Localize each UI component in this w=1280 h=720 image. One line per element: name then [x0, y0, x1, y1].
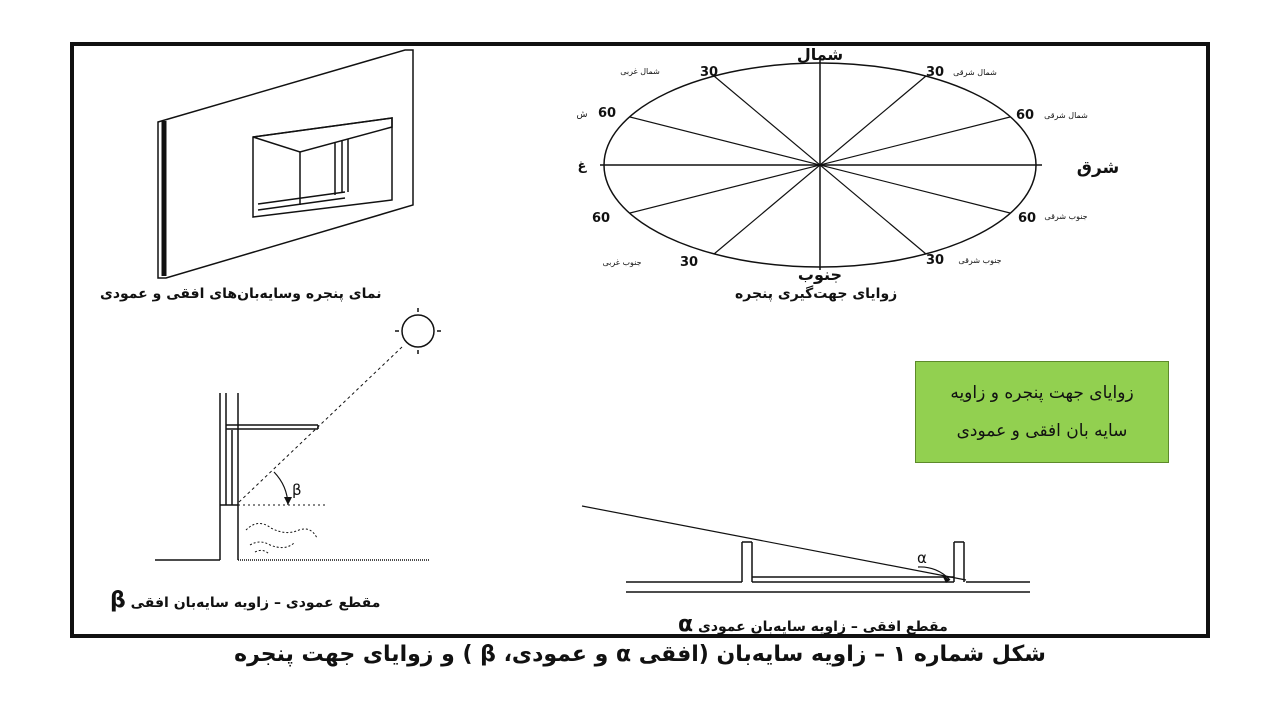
horizontal-section-caption: مقطع افقی – زاویه سایه‌بان عمودی: [698, 619, 948, 635]
east-label: شرق: [1076, 158, 1120, 178]
west-label: غ: [577, 159, 587, 174]
ne30-number: 30: [926, 65, 945, 80]
sw30-text: جنوب غربی: [602, 258, 642, 267]
nw30-number: 30: [700, 65, 719, 80]
note-line-2: سایه بان افقی و عمودی: [956, 421, 1128, 441]
compass-diagram: [600, 60, 1042, 270]
se60-text: جنوب شرقی: [1044, 212, 1088, 221]
north-label: شمال: [796, 45, 844, 64]
alpha-symbol: α: [678, 612, 694, 637]
figure-caption: شکل شماره ۱ – زاویه سایه‌بان (افقی α و عمودی، β ) و زوایای جهت پنجره: [234, 642, 1046, 667]
vertical-section-caption: مقطع عمودی – زاویه سایه‌بان افقی: [130, 595, 381, 611]
horizontal-section-caption-row: [678, 612, 948, 637]
window-view-illustration: [158, 50, 413, 278]
window-view-caption: نمای پنجره وسایه‌بان‌های افقی و عمودی: [100, 286, 382, 302]
south-label: جنوب: [797, 265, 843, 284]
vertical-section-caption-row: [110, 588, 380, 613]
compass-caption: زوایای جهت‌گیری پنجره: [735, 286, 898, 302]
se60-number: 60: [1018, 211, 1037, 226]
sw60-number: 60: [592, 211, 611, 226]
nw30-text: شمال غربی: [620, 67, 660, 76]
se30-number: 30: [926, 253, 945, 268]
note-line-1: زوایای جهت پنجره و زاویه: [950, 383, 1134, 403]
ne60-text: شمال شرقی: [1044, 111, 1088, 120]
beta-angle-label: β: [292, 481, 302, 499]
ne30-text: شمال شرقی: [953, 68, 997, 77]
se30-text: جنوب شرقی: [958, 256, 1002, 265]
nw60-text: ش: [576, 110, 588, 120]
vertical-section-illustration: [155, 308, 441, 560]
sw30-number: 30: [680, 255, 699, 270]
note-box: [915, 361, 1169, 463]
alpha-angle-label: α: [917, 549, 927, 567]
horizontal-section-illustration: [582, 506, 1030, 592]
nw60-number: 60: [598, 106, 617, 121]
ne60-number: 60: [1016, 108, 1035, 123]
beta-symbol: β: [110, 588, 126, 613]
